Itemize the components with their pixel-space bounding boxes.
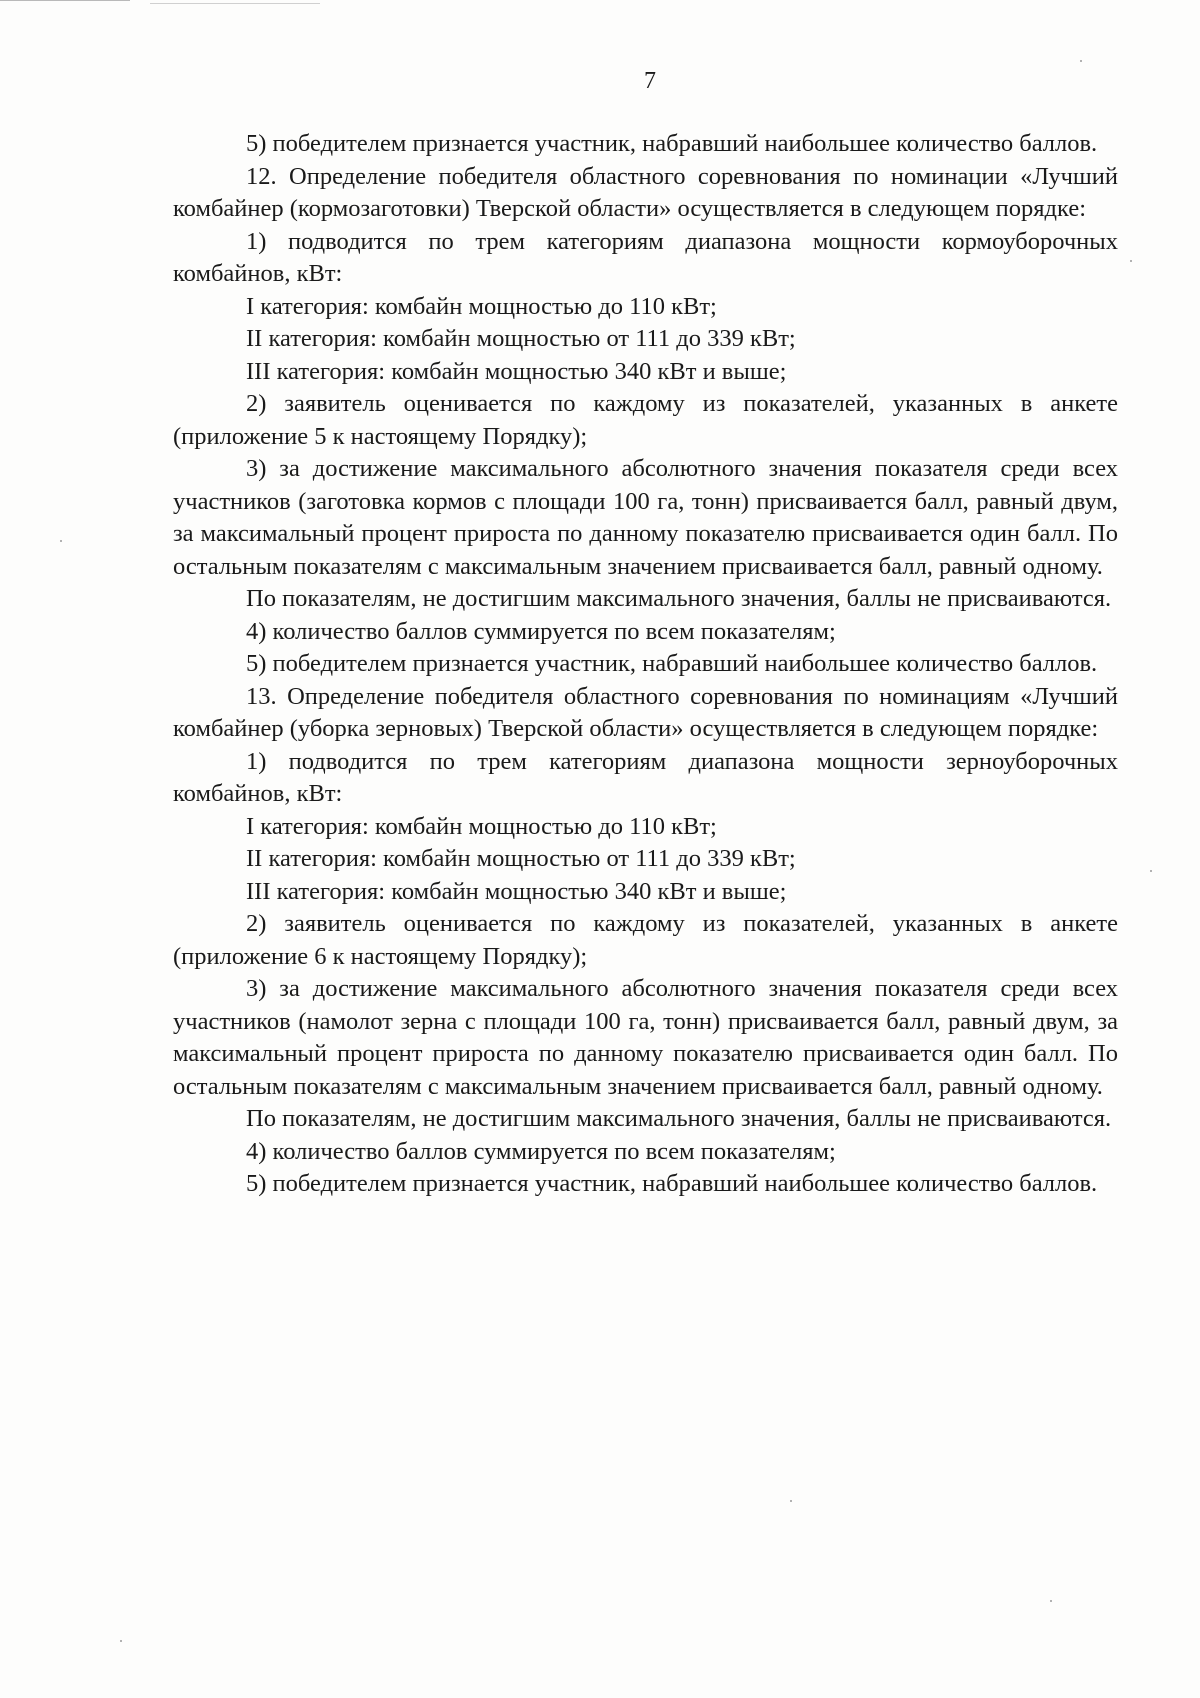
scan-speck bbox=[120, 1640, 122, 1642]
paragraph-category-1: I категория: комбайн мощностью до 110 кВт; bbox=[246, 292, 717, 320]
paragraph-section-13: 13. Определение победителя областного соревнования по номинациям «Лучший комбайнер (уборка зерновых) Тверской области» осуществляется в следующем порядке: bbox=[173, 682, 1118, 742]
paragraph-item-3-points: 3) за достижение максимального абсолютного значения показателя среди всех участников (заготовка кормов с площади 100 га, тонн) присваивается балл, равный двум, за максимальный процент прироста по данному показателю присваивается один балл. По остальным показателям с максимальным значением присваивается балл, равный одному. bbox=[173, 455, 1118, 580]
paragraph-category-1: I категория: комбайн мощностью до 110 кВт; bbox=[246, 812, 717, 840]
scan-speck bbox=[790, 1500, 792, 1502]
paragraph-item-4-sum: 4) количество баллов суммируется по всем показателям; bbox=[246, 1137, 836, 1165]
paragraph-item-5-winner: 5) победителем признается участник, набравший наибольшее количество баллов. bbox=[246, 130, 1098, 157]
paragraph-item-5-winner: 5) победителем признается участник, набравший наибольшее количество баллов. bbox=[246, 1170, 1098, 1197]
paragraph-item-3-points: 3) за достижение максимального абсолютного значения показателя среди всех участников (намолот зерна с площади 100 га, тонн) присваивается балл, равный двум, за максимальный процент прироста по данному показателю присваивается один балл. По остальным показателям с максимальным значением присваивается балл, равный одному. bbox=[173, 975, 1118, 1100]
document-body bbox=[173, 128, 1118, 1201]
paragraph-item-1-categories: 1) подводится по трем категориям диапазона мощности зерноуборочных комбайнов, кВт: bbox=[173, 747, 1118, 807]
paragraph-category-2: II категория: комбайн мощностью от 111 до 339 кВт; bbox=[246, 325, 796, 352]
paragraph-item-2-evaluation: 2) заявитель оценивается по каждому из показателей, указанных в анкете (приложение 6 к настоящему Порядку); bbox=[173, 910, 1118, 970]
paragraph-no-points: По показателям, не достигшим максимального значения, баллы не присваиваются. bbox=[246, 1105, 1112, 1132]
scan-edge-line bbox=[150, 3, 320, 4]
paragraph-no-points: По показателям, не достигшим максимального значения, баллы не присваиваются. bbox=[246, 585, 1112, 612]
scan-speck bbox=[60, 540, 62, 542]
paragraph-item-1-categories: 1) подводится по трем категориям диапазона мощности кормоуборочных комбайнов, кВт: bbox=[173, 227, 1118, 287]
paragraph-item-5-winner: 5) победителем признается участник, набравший наибольшее количество баллов. bbox=[246, 650, 1098, 677]
scan-speck bbox=[1050, 1600, 1052, 1602]
paragraph-section-12: 12. Определение победителя областного соревнования по номинации «Лучший комбайнер (кормозаготовки) Тверской области» осуществляется в следующем порядке: bbox=[173, 162, 1118, 222]
scan-speck bbox=[1130, 260, 1132, 262]
paragraph-item-2-evaluation: 2) заявитель оценивается по каждому из показателей, указанных в анкете (приложение 5 к настоящему Порядку); bbox=[173, 390, 1118, 450]
scan-speck bbox=[1150, 870, 1152, 872]
paragraph-category-2: II категория: комбайн мощностью от 111 до 339 кВт; bbox=[246, 845, 796, 872]
paragraph-category-3: III категория: комбайн мощностью 340 кВт и выше; bbox=[246, 877, 787, 905]
paragraph-category-3: III категория: комбайн мощностью 340 кВт и выше; bbox=[246, 357, 787, 385]
scan-speck bbox=[1080, 60, 1082, 62]
page-number: 7 bbox=[644, 68, 656, 94]
paragraph-item-4-sum: 4) количество баллов суммируется по всем показателям; bbox=[246, 617, 836, 645]
scan-edge-line bbox=[0, 0, 130, 1]
